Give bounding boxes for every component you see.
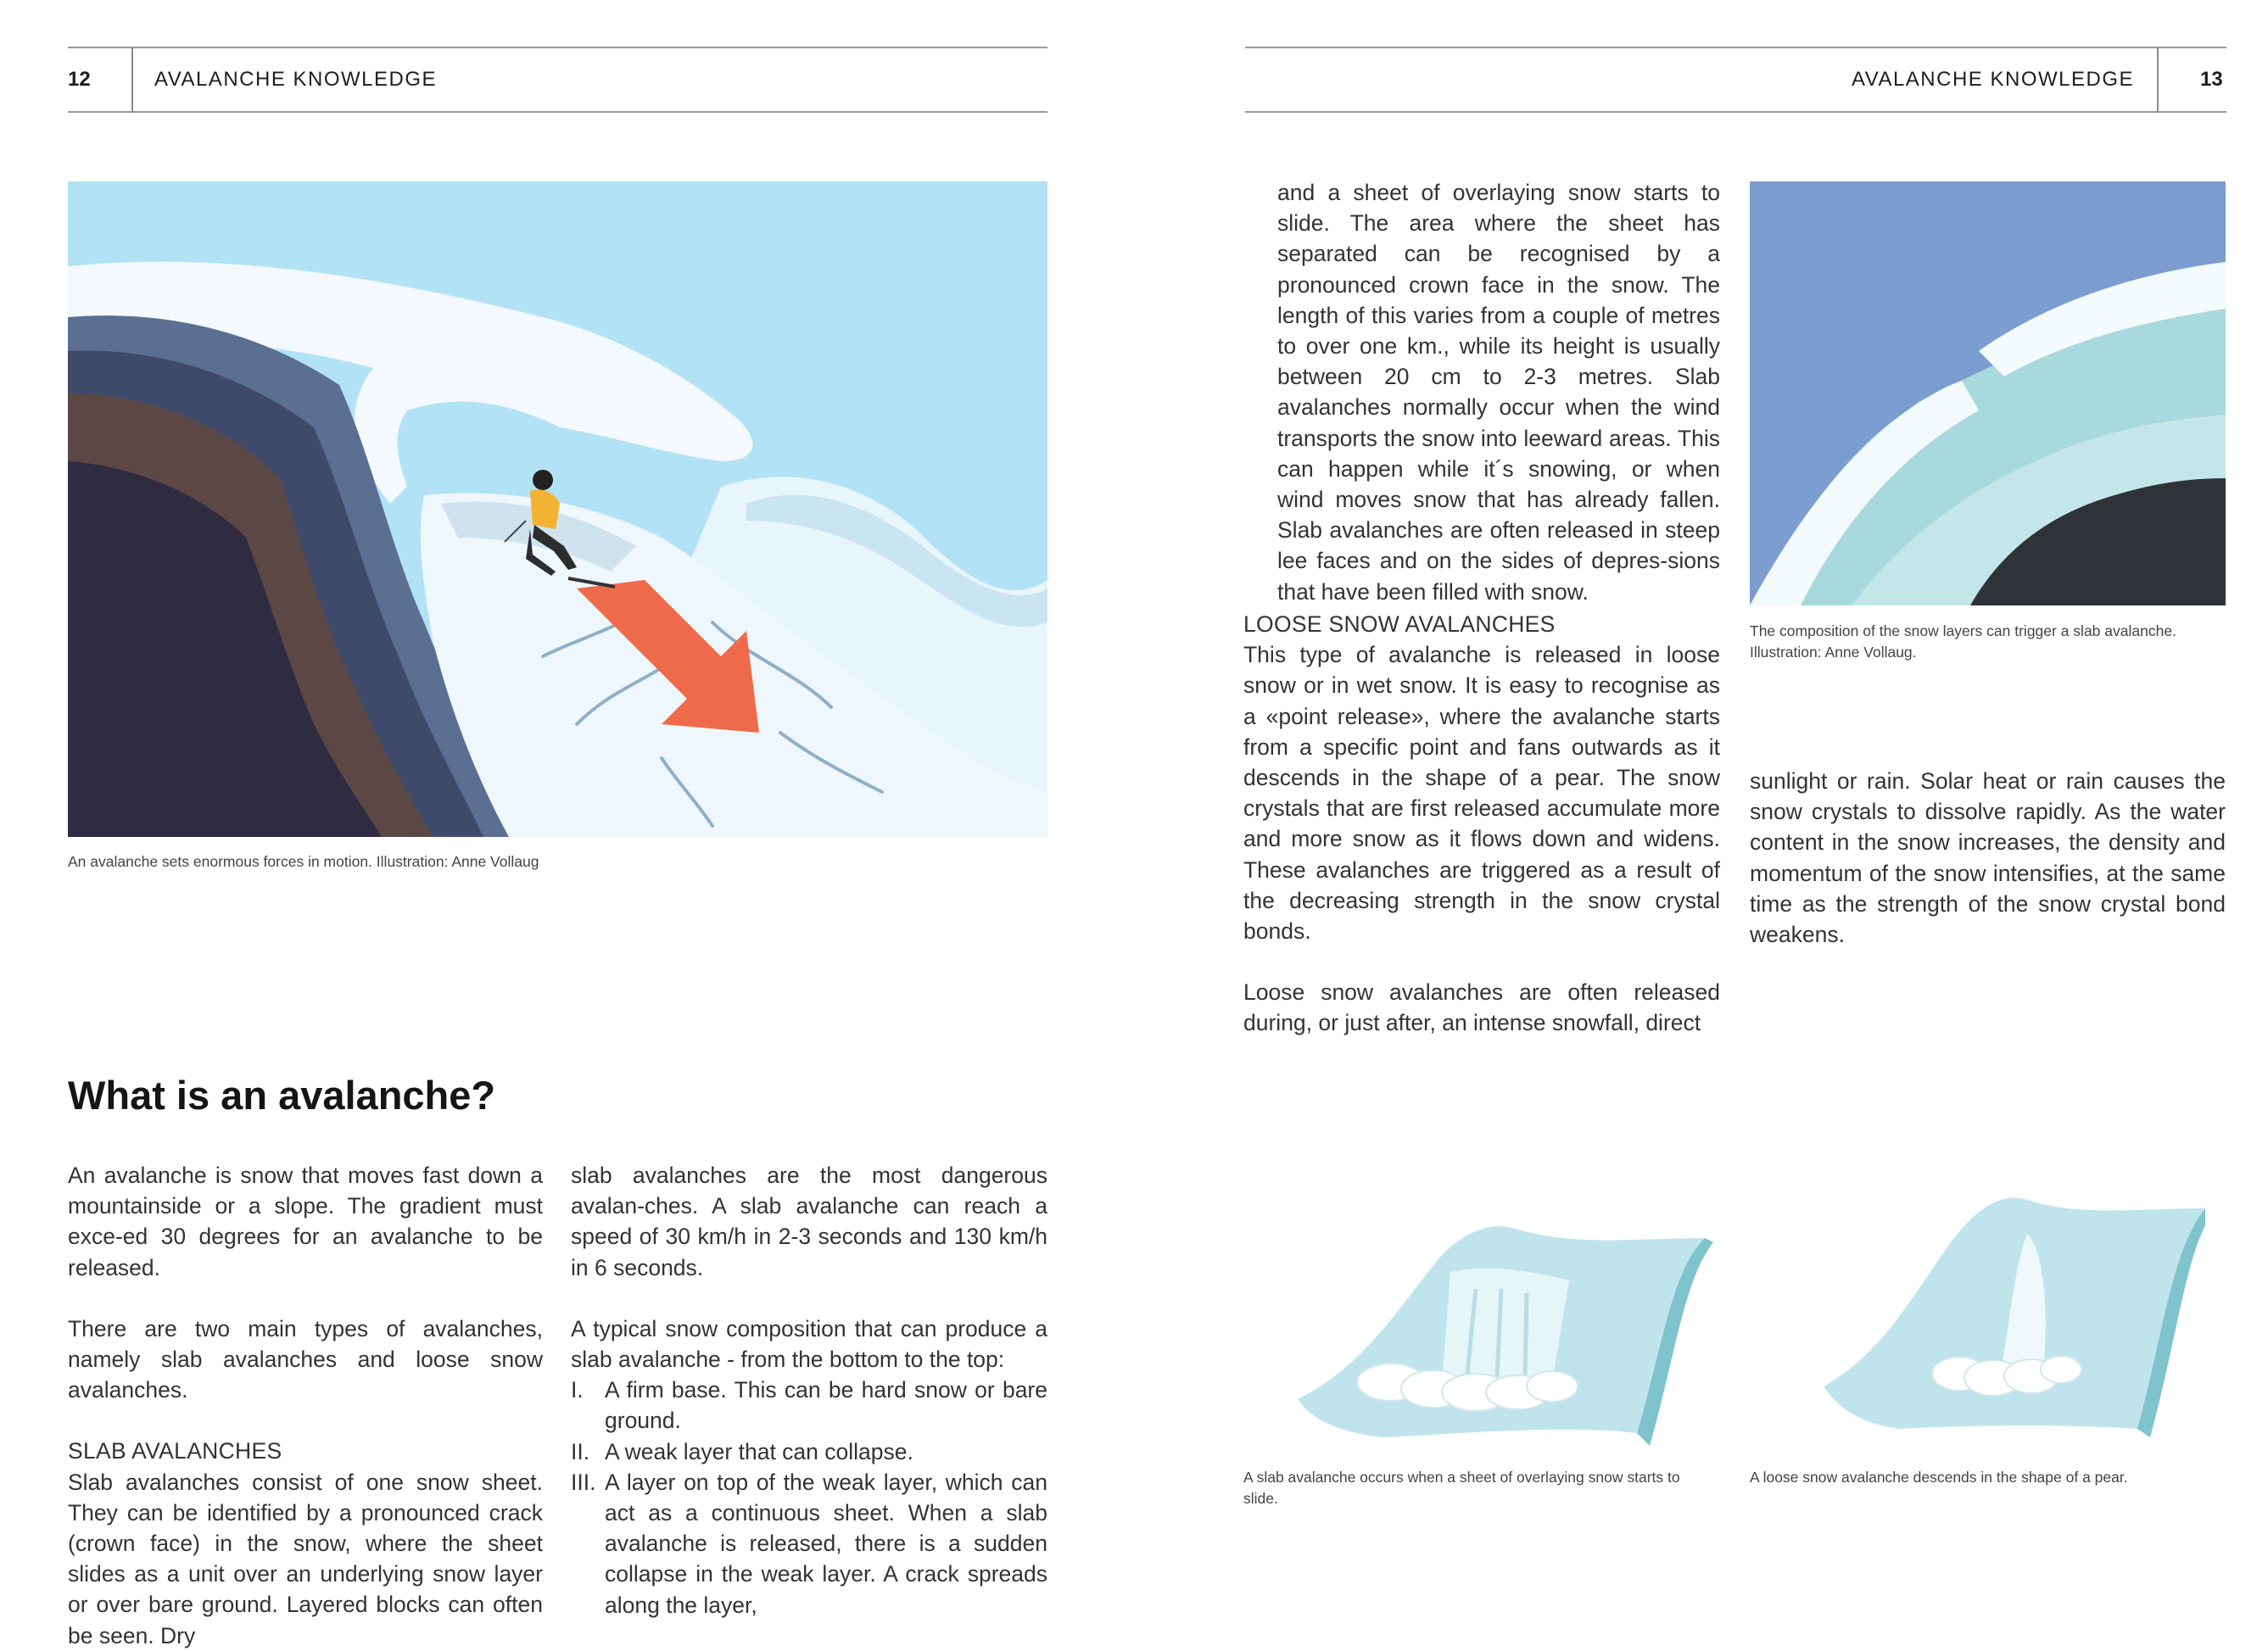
right-header-bottom-rule bbox=[1245, 111, 2226, 113]
loose-snow-avalanche-illustration bbox=[1824, 1183, 2205, 1446]
slab-caption: A slab avalanche occurs when a sheet of overlaying snow starts to slide. bbox=[1243, 1469, 1680, 1507]
list-item: I. A firm base. This can be hard snow or bare ground. bbox=[571, 1377, 1047, 1434]
left-page-number: 12 bbox=[68, 68, 91, 91]
right-header-top-rule bbox=[1245, 47, 2226, 48]
paragraph: A typical snow composition that can produce a slab avalanche - from the bottom to the top: bbox=[571, 1315, 1047, 1373]
right-running-head: AVALANCHE KNOWLEDGE bbox=[1851, 68, 2134, 91]
paragraph: Loose snow avalanches are often released during, or just after, an intense snowfall, direct bbox=[1243, 979, 1720, 1036]
left-header-bottom-rule bbox=[68, 111, 1047, 113]
right-figure-caption: The composition of the snow layers can trigger a slab avalanche. Illustration: Anne Vollaug. bbox=[1750, 622, 2176, 661]
right-header-divider bbox=[2157, 47, 2159, 113]
loose-caption: A loose snow avalanche descends in the shape of a pear. bbox=[1750, 1469, 2128, 1486]
right-page-number: 13 bbox=[2200, 68, 2223, 91]
paragraph: This type of avalanche is released in loose snow or in wet snow. It is easy to recognise as a «point release», where the avalanche starts from a specific point and fans outwards as it descends in the shape of a pear. The snow crystals that are first released accumulate more and more snow as it flows down and widens. These avalanches are triggered as a result of the decreasing strength in the snow crystal bonds. bbox=[1243, 642, 1720, 945]
list-item: III. A layer on top of the weak layer, which can act as a continuous sheet. When a slab avalanche is released, there is a sudden collapse in the weak layer. A crack spreads along the layer, bbox=[571, 1469, 1047, 1618]
paragraph: Slab avalanches consist of one snow sheet. They can be identified by a pronounced crack (crown face) in the snow, where the sheet slides as a unit over an underlying snow layer or over bare ground. Layered blocks can often be seen. Dry bbox=[68, 1469, 543, 1648]
left-running-head: AVALANCHE KNOWLEDGE bbox=[154, 68, 438, 91]
slab-avalanche-illustration bbox=[1298, 1204, 1713, 1450]
left-column-1 bbox=[68, 1160, 543, 1651]
snow-layers-illustration bbox=[1750, 181, 2226, 605]
paragraph: slab avalanches are the most dangerous avalan-ches. A slab avalanche can reach a speed of 30 km/h in 2-3 seconds and 130 km/h in 6 seconds. bbox=[571, 1163, 1047, 1280]
left-column-2 bbox=[571, 1160, 1047, 1620]
avalanche-illustration bbox=[68, 181, 1047, 837]
page-title: What is an avalanche? bbox=[68, 1073, 496, 1118]
subheading-loose: LOOSE SNOW AVALANCHES bbox=[1243, 611, 1556, 637]
left-figure-caption: An avalanche sets enormous forces in motion. Illustration: Anne Vollaug bbox=[68, 853, 539, 870]
paragraph: There are two main types of avalanches, namely slab avalanches and loose snow avalanches. bbox=[68, 1315, 543, 1403]
right-column-1-bottom bbox=[1243, 609, 1720, 1039]
paragraph: sunlight or rain. Solar heat or rain causes the snow crystals to dissolve rapidly. As the water content in the snow increases, the density and momentum of the snow intensifies, at the same time as the strength of the snow crystal bond weakens. bbox=[1750, 768, 2226, 948]
left-header-top-rule bbox=[68, 47, 1047, 48]
left-header-divider bbox=[131, 47, 133, 113]
right-column-2 bbox=[1750, 766, 2226, 950]
paragraph: and a sheet of overlaying snow starts to slide. The area where the sheet has separated can be recognised by a pronounced crown face in the snow. The length of this varies from a couple of metres to over one km., while its height is usually between 20 cm to 2-3 metres. Slab avalanches normally occur when the wind transports the snow into leeward areas. This can happen while it´s snowing, or when wind moves snow that has already fallen. Slab avalanches are often released in steep lee faces and on the sides of depres-sions that have been filled with snow. bbox=[1277, 180, 1720, 605]
subheading-slab: SLAB AVALANCHES bbox=[68, 1438, 282, 1464]
right-column-1-top bbox=[1277, 177, 1720, 607]
list-item: II. A weak layer that can collapse. bbox=[571, 1438, 913, 1464]
paragraph: An avalanche is snow that moves fast down a mountainside or a slope. The gradient must exce-ed 30 degrees for an avalanche to be released. bbox=[68, 1163, 543, 1280]
